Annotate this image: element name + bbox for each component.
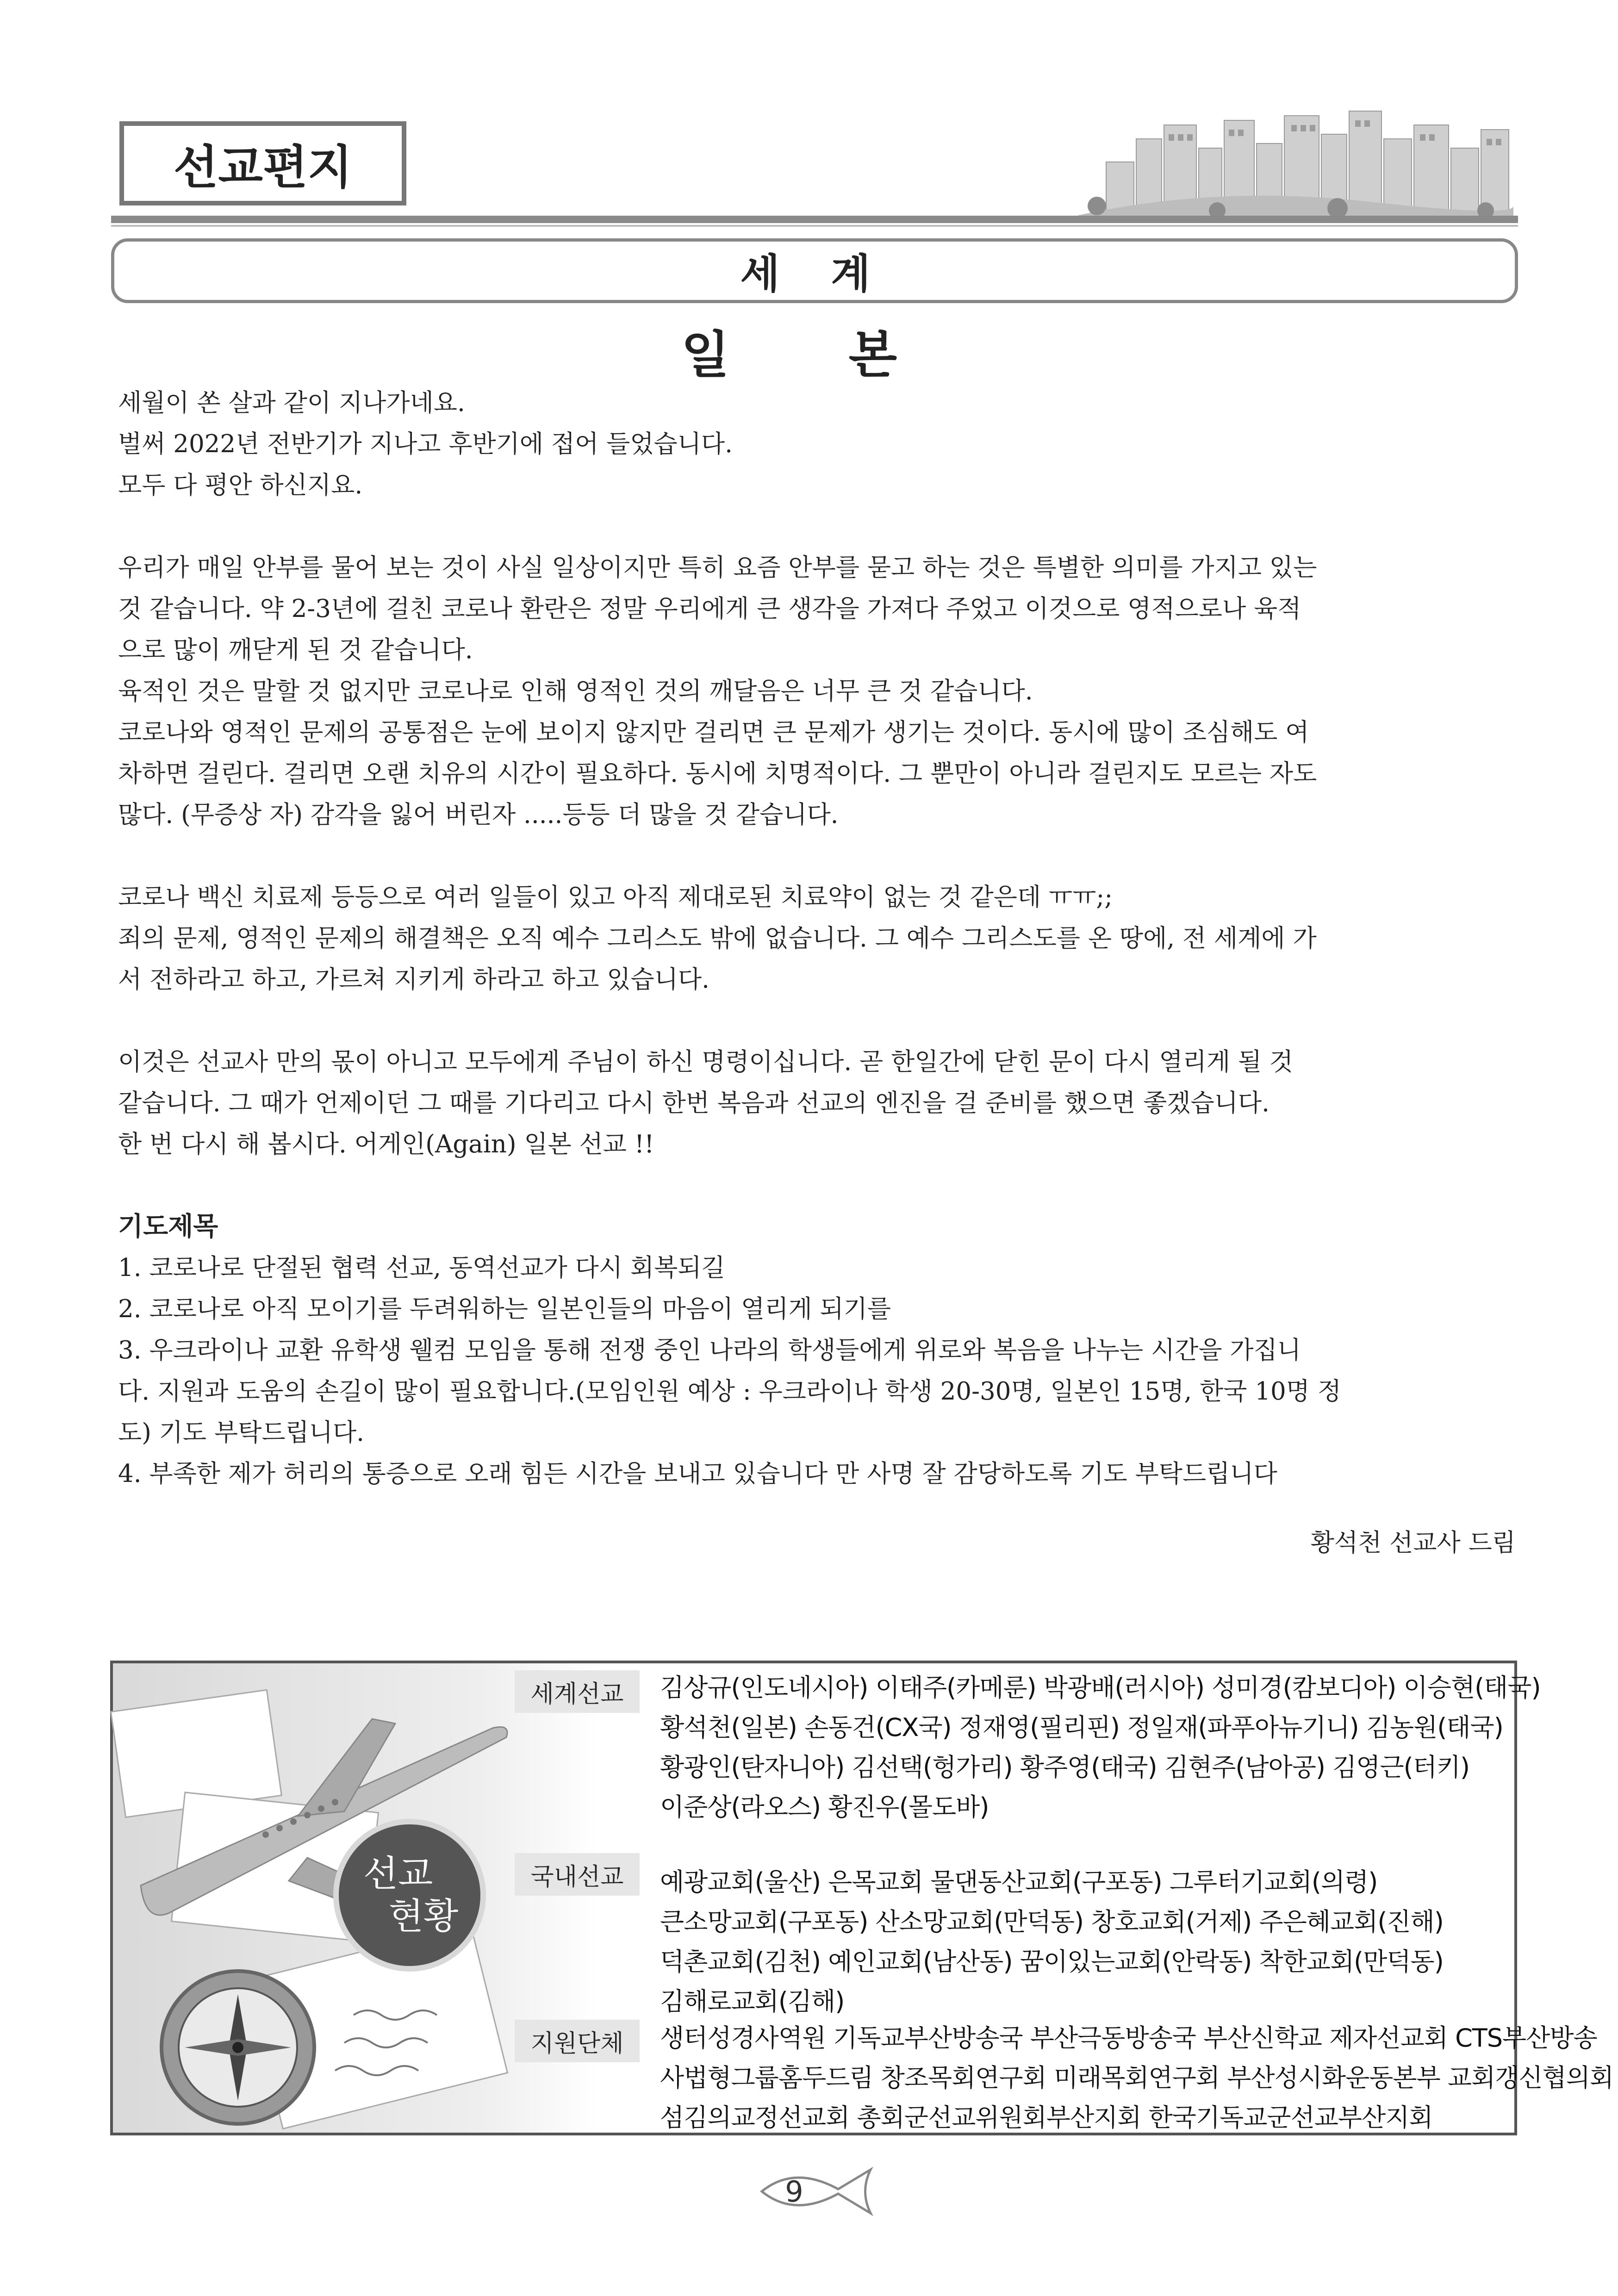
world-mission-list <box>660 1668 1541 1827</box>
world-mission-label: 세계선교 <box>515 1670 640 1713</box>
letter-line: 세월이 쏜 살과 같이 지나가네요. <box>118 389 465 417</box>
domestic-mission-label: 국내선교 <box>515 1853 640 1896</box>
letter-line: 이것은 선교사 만의 몫이 아니고 모두에게 주님이 하신 명령이십니다. 곧 한일간에 닫힌 문이 다시 열리게 될 것 <box>118 1048 1294 1076</box>
support-org-label: 지원단체 <box>515 2020 640 2062</box>
list-item: 김상규(인도네시아) 이태주(카메룬) 박광배(러시아) 성미경(캄보디아) 이승현(태국) <box>660 1673 1541 1702</box>
city-illustration <box>1078 106 1513 222</box>
page-number: 9 <box>785 2174 803 2209</box>
list-item: 섬김의교정선교회 총회군선교위원회부산지회 한국기독교군선교부산지회 <box>660 2103 1433 2132</box>
list-item: 큰소망교회(구포동) 산소망교회(만덕동) 창호교회(거제) 주은혜교회(진해) <box>660 1907 1444 1936</box>
letter-line: 한 번 다시 해 봅시다. 어게인(Again) 일본 선교 !! <box>118 1130 654 1158</box>
letter-line: 것 같습니다. 약 2-3년에 걸친 코로나 환란은 정말 우리에게 큰 생각을 가져다 주었고 이것으로 영적으로나 육적 <box>118 595 1301 623</box>
signature: 황석천 선교사 드림 <box>1310 1529 1516 1557</box>
header-rule <box>111 216 1518 223</box>
header-rule-thin <box>111 225 1518 227</box>
prayer-line: 다. 지원과 도움의 손길이 많이 필요합니다.(모임인원 예상 : 우크라이나 학생 20-30명, 일본인 15명, 한국 10명 정 <box>118 1377 1342 1406</box>
region-heading: 세 계 <box>740 250 889 298</box>
list-item: 생터성경사역원 기독교부산방송국 부산극동방송국 부산신학교 제자선교회 CTS부산방송 <box>660 2023 1597 2053</box>
letter-line: 육적인 것은 말할 것 없지만 코로나로 인해 영적인 것의 깨달음은 너무 큰 것 같습니다. <box>118 677 1033 705</box>
list-item: 김해로교회(김해) <box>660 1987 845 2016</box>
letter-line: 으로 많이 깨닫게 된 것 같습니다. <box>118 636 473 664</box>
letter-line: 서 전하라고 하고, 가르쳐 지키게 하라고 하고 있습니다. <box>118 965 709 994</box>
list-item: 사법형그룹홈두드림 창조목회연구회 미래목회연구회 부산성시화운동본부 교회갱신협의회 <box>660 2063 1614 2092</box>
list-item: 황석천(일본) 손동건(CX국) 정재영(필리핀) 정일재(파푸아뉴기니) 김농원(태국) <box>660 1713 1503 1742</box>
letter-line: 코로나 백신 치료제 등등으로 여러 일들이 있고 아직 제대로된 치료약이 없는 것 같은데 ㅠㅠ;; <box>118 883 1113 911</box>
letter-line: 죄의 문제, 영적인 문제의 해결책은 오직 예수 그리스도 밖에 없습니다. 그 예수 그리스도를 온 땅에, 전 세계에 가 <box>118 924 1317 952</box>
letter-line: 같습니다. 그 때가 언제이던 그 때를 기다리고 다시 한번 복음과 선교의 엔진을 걸 준비를 했으면 좋겠습니다. <box>118 1089 1270 1117</box>
letter-line: 코로나와 영적인 문제의 공통점은 눈에 보이지 않지만 걸리면 큰 문제가 생기는 것이다. 동시에 많이 조심해도 여 <box>118 718 1309 747</box>
prayer-line: 4. 부족한 제가 허리의 통증으로 오래 힘든 시간을 보내고 있습니다 만 사명 잘 감당하도록 기도 부탁드립니다 <box>118 1460 1277 1488</box>
prayer-line: 1. 코로나로 단절된 협력 선교, 동역선교가 다시 회복되길 <box>118 1254 725 1282</box>
page-number-mark <box>757 2161 877 2221</box>
letter-line: 많다. (무증상 자) 감각을 잃어 버린자 .....등등 더 많을 것 같습니다. <box>118 801 839 829</box>
badge-text-line2: 현황 <box>388 1896 459 1937</box>
prayer-heading: 기도제목 <box>118 1212 218 1242</box>
domestic-mission-list <box>660 1862 1512 2022</box>
prayer-line: 3. 우크라이나 교환 유학생 웰컴 모임을 통해 전쟁 중인 나라의 학생들에게 위로와 복음을 나누는 시간을 가집니 <box>118 1336 1301 1364</box>
country-heading: 일 본 <box>681 326 948 384</box>
region-heading-box <box>111 238 1518 303</box>
prayer-line: 2. 코로나로 아직 모이기를 두려워하는 일본인들의 마음이 열리게 되기를 <box>118 1295 891 1323</box>
letter-line: 차하면 걸린다. 걸리면 오랜 치유의 시간이 필요하다. 동시에 치명적이다. 그 뿐만이 아니라 걸린지도 모르는 자도 <box>118 759 1317 788</box>
compass-icon <box>162 1971 314 2124</box>
letter-line: 벌써 2022년 전반기가 지나고 후반기에 접어 들었습니다. <box>118 430 733 458</box>
mission-status-box <box>110 1661 1614 2135</box>
prayer-line: 도) 기도 부탁드립니다. <box>118 1419 365 1447</box>
list-item: 예광교회(울산) 은목교회 물댄동산교회(구포동) 그루터기교회(의령) <box>660 1867 1378 1897</box>
letter-line: 우리가 매일 안부를 물어 보는 것이 사실 일상이지만 특히 요즘 안부를 묻고 하는 것은 특별한 의미를 가지고 있는 <box>118 554 1317 582</box>
section-label-text: 선교편지 <box>173 140 353 194</box>
list-item: 이준상(라오스) 황진우(몰도바) <box>660 1792 989 1822</box>
section-label <box>119 121 406 205</box>
support-org-list <box>660 2018 1614 2138</box>
letter-body <box>118 382 1516 1563</box>
letter-line: 모두 다 평안 하신지요. <box>118 471 363 499</box>
list-item: 황광인(탄자니아) 김선택(헝가리) 황주영(태국) 김현주(남아공) 김영근(터키) <box>660 1753 1470 1782</box>
list-item: 덕촌교회(김천) 예인교회(남산동) 꿈이있는교회(안락동) 착한교회(만덕동) <box>660 1947 1444 1976</box>
mission-status-badge <box>333 1819 486 1972</box>
badge-text-line1: 선교 <box>363 1853 433 1895</box>
